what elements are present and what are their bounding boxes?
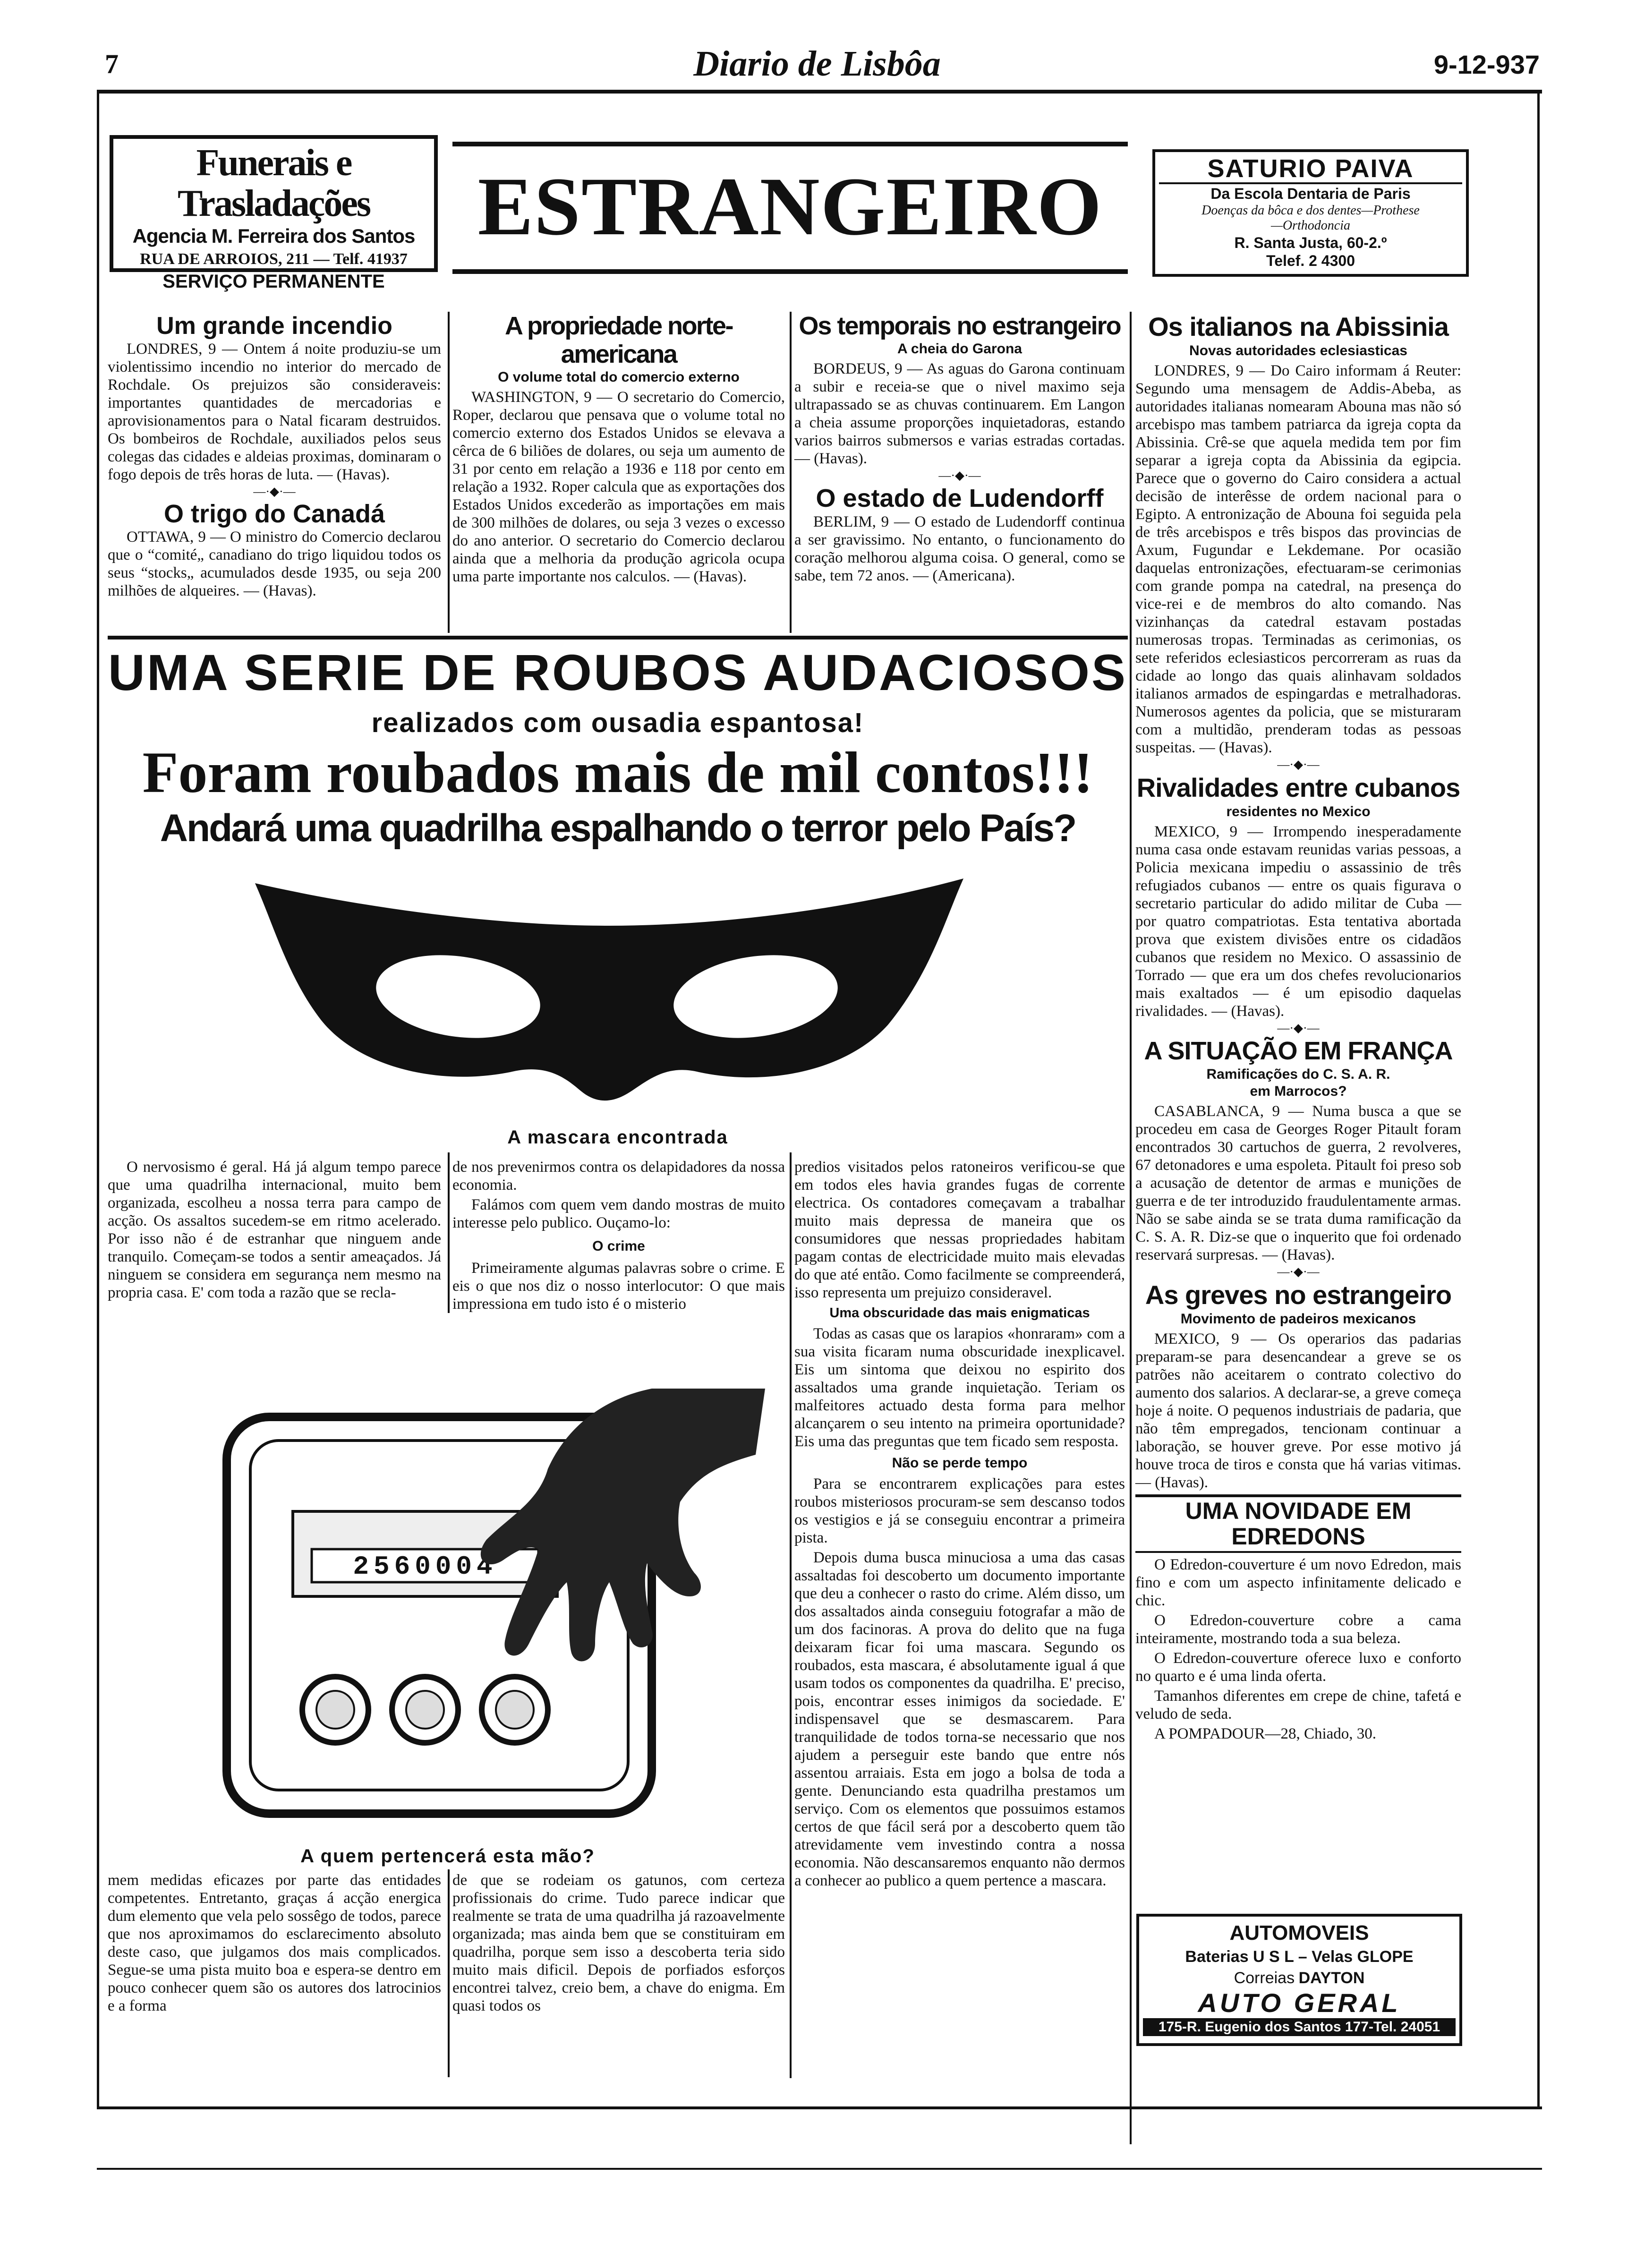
ad-edredons-text: O Edredon-couverture é um novo Edredon, mais fino e com um aspecto infinitamente delicado e chic. O Edredon-couverture cobre a cama inteiramente, mostrando toda a sua beleza. O Edredon-couverture oferece luxo e conforto no quarto e é uma linda oferta. Tamanhos diferentes em crepe de chine, tafetá e veludo de seda. A POMPADOUR—28, Chiado, 30. xyxy=(1135,1556,1461,1742)
feature-text: O nervosismo é geral. Há já algum tempo parece que uma quadrilha internacional, muito bem organizada, escolheu a nossa terra para campo de acção. Os assaltos sucedem-se em ritmo acelerado. Por isso não é de estranhar que ninguem ande tranquilo. Começam-se todos a sentir ameaçados. Já ninguem se considera em segurança nem mesmo na propria casa. E' com toda a razão que se recla- xyxy=(108,1159,441,1301)
meter-knob xyxy=(406,1691,444,1729)
article-body: BORDEUS, 9 — As aguas do Garona continuam a subir e receia-se que o nivel maximo seja ultrapassado se as chuvas continuarem. Em Langon a cheia assume proporções inquietadoras, estando varios bairros submersos e varias estradas cortadas. — (Havas). xyxy=(794,360,1125,467)
section-title-frame xyxy=(452,142,1128,274)
bottom-rule xyxy=(97,2106,1542,2109)
article-title: O estado de Ludendorff xyxy=(816,484,1104,512)
article-subtitle: Movimento de padeiros mexicanos xyxy=(1180,1311,1416,1327)
article-body: BERLIM, 9 — O estado de Ludendorff continua a ser gravissimo. No entanto, o funcionamento do coração melhorou alguma coisa. O general, como se sabe, tem 72 anos. — (Americana). xyxy=(794,513,1125,584)
article-subtitle: Ramificações do C. S. A. R. xyxy=(1206,1066,1390,1082)
feature-text: de nos prevenirmos contra os delapidadores da nossa economia. Falámos com quem vem dando mostras de muito interesse pelo publico. Ouçamo-lo: xyxy=(452,1159,785,1231)
article-body: LONDRES, 9 — Do Cairo informam á Reuter: Segundo uma mensagem de Addis-Abeba, as autoridades italianas nomearam Abouna mas não só arcebispo mas tambem patriarca da igreja copta da Abissinia. Crê-se que aquela medida tem por fim separar a igreja copta da Abissinia da egipcia. Parece que o governo do Cairo considera a actual decisão de interêsse de ordem nacional para o Egipto. A entronização de Abouna foi seguida pela de três arcebispos e três bispos das provincias de Axum, Fugundar e Lekdemane. Por ocasião daquelas entronizações, efectuaram-se cerimonias com grande pompa na catedral, na presença do vice-rei e de membros do alto comando. Nas vizinhanças da catedral estavam postadas numerosas tropas. Terminadas as cerimonias, os sete referidos eclesiasticos percorreram as ruas da cidade ao longo das quais alinhavam soldados italianos armados de espingardas e metralhadoras. Numerosos agentes da policia, que se misturaram com a multidão, prenderam todas as pessoas suspeitas. — (Havas). xyxy=(1135,362,1461,756)
meter-knob xyxy=(496,1691,534,1729)
article-title: O trigo do Canadá xyxy=(163,500,385,528)
ad-funerais xyxy=(110,135,438,292)
article-body: WASHINGTON, 9 — O secretario do Comercio, Roper, declarou que pensava que o volume total no comercio externo dos Estados Unidos se elevava a cêrca de 6 biliões de dolares, ou seja um aumento de 31 por cento em relação a 1936 e 118 por cento em relação a 1932. Roper calcula que as exportações dos Estados Unidos excederão as importações em mais de 300 milhões de dolares, ou seja 3 vezes o excesso do ano anterior. O secretario do Comercio declarou ainda que a melhoria da produção agricola ocupa uma parte importante nos calculos. — (Havas). xyxy=(452,389,785,585)
mask-illustration xyxy=(236,864,982,1110)
ad-saturio-line3: —Orthodoncia xyxy=(1271,218,1350,233)
ad-funerais-agency: Agencia M. Ferreira dos Santos xyxy=(132,225,415,247)
section-title: ESTRANGEIRO xyxy=(477,161,1103,253)
meter-illustration xyxy=(179,1360,784,1851)
meter-digits: 2560004 xyxy=(353,1552,497,1582)
ad-saturio-line4: R. Santa Justa, 60-2.º xyxy=(1234,234,1387,251)
ad-automoveis-line2: Baterias U S L – Velas GLOPE xyxy=(1185,1948,1414,1966)
article-body: CASABLANCA, 9 — Numa busca a que se procedeu em casa de Georges Roger Pitault foram encontrados 30 cartuchos de guerra, 2 revolveres, 67 detonadores e uma espoleta. Pitault foi preso sob a acusação de detentor de armas e munições de guerra e de ter introduzido fraudulentamente armas. Não se sabe ainda se se trata duma ramificação da C. S. A. R. Diz-se que o inquerito que foi ordenado reservará surpresas. — (Havas). xyxy=(1135,1103,1461,1263)
masthead-rule xyxy=(97,90,1542,94)
feature-col3 xyxy=(794,1158,1125,1892)
feature-headline: UMA SERIE DE ROUBOS AUDACIOSOS xyxy=(108,644,1128,701)
ad-saturio-name: SATURIO PAIVA xyxy=(1159,155,1462,184)
mask-shape xyxy=(255,878,963,1100)
article-title: A propriedade norte-americana xyxy=(504,312,733,368)
article-body: MEXICO, 9 — Irrompendo inesperadamente numa casa onde estavam reunidas varias pessoas, a Policia mexicana impediu o assassinio de três refugiados cubanos — entre os quais figurava o secretario particular do adido militar de Cuba — por quatro compatriotas. Esta tentativa abortada prova que existem divisões entre os cidadãos cubanos que residem no Mexico. O assassinio de Torrado — que era um dos chefes revolucionarios mais exaltados — é um episodio daquelas rivalidades. — (Havas). xyxy=(1135,823,1461,1020)
feature-kicker: realizados com ousadia espantosa! xyxy=(371,708,864,738)
article-subtitle: A cheia do Garona xyxy=(897,341,1022,357)
article-subtitle: Novas autoridades eclesiasticas xyxy=(1189,343,1407,358)
feature-text: Para se encontrarem explicações para estes roubos misteriosos procuram-se sem descanso todos os vestigios e já se conseguiu encontrar a primeira pista. Depois duma busca minuciosa a uma das casas assaltadas foi descoberto um documento importante que deu a conhecer o rasto do crime. Além disso, um dos assaltados ainda conseguiu fotografar a mão de um dos facinoras. A prova do delito que na fuga deixaram ficar foi uma mascara. Segundo os roubados, esta mascara, é absolutamente igual á que usam todos os componentes da quadrilha. E' preciso, pois, encontrar esses inimigos da sociedade. E' indispensavel que se desmascarem. Para tranquilidade de todos torna-se necessario que nos ajudem a perseguir este bando que entre nós assentou arraiais. Esta em jogo a bolsa de toda a gente. Denunciando esta quadrilha prestamos um serviço. Com os elementos que possuimos estamos certos de que fácil será por a descoberto quem tão atrevidamente vem investindo contra a nossa economia. Não descansaremos enquanto não dermos a conhecer ao publico a quem pertence a mascara. xyxy=(794,1475,1125,1889)
issue-date: 9-12-937 xyxy=(1433,50,1540,79)
feature-text: mem medidas eficazes por parte das entidades competentes. Entretanto, graças á acção energica dum elemento que vela pelo sossêgo de todos, parece que nos aproximamos do esclarecimento absoluto deste caso, que julgamos dos mais complicados. Segue-se uma pista muito boa e espera-se dentro em pouco conhecer quem são os autores dos latrocinios e a forma xyxy=(108,1872,441,2014)
article-subtitle: residentes no Mexico xyxy=(1226,804,1371,819)
tempo-heading: Não se perde tempo xyxy=(892,1455,1028,1471)
feature-text: Todas as casas que os larapios «honraram» com a sua visita ficaram numa obscuridade inexplicavel. Eis um sintoma que deixou no espirito dos assaltados uma grande inquietação. Teriam os malfeitores actuado desta forma para melhor alcançarem o seu intento na primeira oportunidade? Eis uma das preguntas que tem ficado sem resposta. xyxy=(794,1325,1125,1450)
ad-saturio-line5: Telef. 2 4300 xyxy=(1266,252,1355,269)
meter-knob xyxy=(316,1691,354,1729)
feature-text: de que se rodeiam os gatunos, com certeza profissionais do crime. Tudo parece indicar que realmente se trata de uma quadrilha já razoavelmente organizada; mas ainda bem que se constituiram em quadrilha, porque sem isso a descoberta teria sido muito mais dificil. Depois de porfiados esforços encontrei talvez, creio bem, a chave do enigma. Em quasi todos os xyxy=(452,1872,785,2014)
enigma-heading: Uma obscuridade das mais enigmaticas xyxy=(829,1305,1090,1321)
article-body: OTTAWA, 9 — O ministro do Comercio declarou que o “comité„ canadiano do trigo liquidou todos os seus “stocks„ acumulados desde 1935, ou seja 200 milhões de alqueires. — (Havas). xyxy=(108,529,441,599)
col-rule xyxy=(790,312,792,633)
article-propriedade xyxy=(452,312,785,586)
ad-funerais-service: SERVIÇO PERMANENTE xyxy=(162,271,385,292)
ad-saturio xyxy=(1152,149,1469,277)
ad-automoveis xyxy=(1136,1914,1462,2046)
article-subtitle: O volume total do comercio externo xyxy=(498,369,740,385)
article-title: Rivalidades entre cubanos xyxy=(1136,773,1460,802)
col-rule xyxy=(448,312,450,633)
ad-saturio-line1: Da Escola Dentaria de Paris xyxy=(1210,185,1411,202)
feature-col1-bottom xyxy=(108,1871,441,2015)
page-number: 7 xyxy=(105,49,119,79)
ad-edredons-title: EDREDONS xyxy=(1135,1524,1461,1553)
ad-automoveis-address: 175-R. Eugenio dos Santos 177-Tel. 24051 xyxy=(1143,2018,1456,2036)
article-title: As greves no estrangeiro xyxy=(1145,1280,1452,1310)
col-rule xyxy=(448,1869,450,2077)
hand-caption: A quem pertencerá esta mão? xyxy=(300,1846,595,1867)
col-rule xyxy=(448,1152,450,1313)
ad-automoveis-line3: Correias DAYTON xyxy=(1234,1969,1365,1987)
frame-edge xyxy=(97,94,99,2106)
ad-saturio-line2: Doenças da bôca e dos dentes—Prothese xyxy=(1201,203,1420,218)
ad-edredons-title: UMA NOVIDADE EM xyxy=(1185,1498,1412,1524)
ad-edredons xyxy=(1135,1494,1461,1743)
bottom-rule xyxy=(97,2168,1542,2170)
col-rule xyxy=(1130,312,1132,2144)
article-subtitle: em Marrocos? xyxy=(1250,1083,1347,1099)
feature-col1-top xyxy=(108,1158,441,1302)
separator: —·◆·— xyxy=(938,469,981,482)
separator: —·◆·— xyxy=(1277,758,1320,771)
separator: —·◆·— xyxy=(1277,1265,1320,1279)
article-temporais xyxy=(794,312,1125,585)
article-body: MEXICO, 9 — Os operarios das padarias preparam-se para desencandear a greve se os patrões não aceitarem o contrato colectivo do aumento dos salarios. A declarar-se, a greve começa hoje á noite. O pequenos industriais de padaria, que não têm empregados, tencionam continuar a laboração, se houver greve. Por esse motivo já houve troca de tiros e consta que há varias vitimas. — (Havas). xyxy=(1135,1330,1461,1491)
article-title: Os temporais no estrangeiro xyxy=(799,312,1121,340)
mask-caption: A mascara encontrada xyxy=(507,1127,728,1148)
ad-automoveis-line1: AUTOMOVEIS xyxy=(1229,1921,1369,1944)
ad-funerais-address: RUA DE ARROIOS, 211 — Telf. 41937 xyxy=(140,250,408,268)
article-title: Um grande incendio xyxy=(156,312,392,340)
article-body: LONDRES, 9 — Ontem á noite produziu-se um violentissimo incendio no interior do mercado de Rochdale. Os prejuizos são consideraveis: importantes quantidades de mercadorias e aprovisionamentos para o Natal ficaram destruidos. Os bombeiros de Rochdale, auxiliados pelos seus colegas das cidades e aldeias proximas, dominaram o fogo depois de três horas de luta. — (Havas). xyxy=(108,341,441,483)
feature-top-rule xyxy=(108,636,1128,639)
feature-text: Primeiramente algumas palavras sobre o crime. E eis o que nos diz o nosso interlocutor: O que mais impressiona em tudo isto é o misterio xyxy=(452,1260,785,1313)
article-incendio xyxy=(108,312,441,600)
crime-heading: O crime xyxy=(592,1238,645,1254)
separator: —·◆·— xyxy=(1277,1021,1320,1035)
right-column xyxy=(1135,312,1461,1745)
ad-funerais-title: Funerais e Trasladações xyxy=(178,142,370,224)
col-rule xyxy=(790,1152,792,2078)
ad-automoveis-brand: AUTO GERAL xyxy=(1198,1988,1401,2018)
article-title: Os italianos na Abissinia xyxy=(1148,312,1449,341)
article-title: A SITUAÇÃO EM FRANÇA xyxy=(1144,1037,1453,1065)
feature-question: Andará uma quadrilha espalhando o terror pelo País? xyxy=(160,807,1076,850)
feature-text: predios visitados pelos ratoneiros verificou-se que em todos eles havia grandes fugas de corrente electrica. Os contadores começavam a trabalhar muito mais depressa de maneira que os consumidores que nessas propriedades habitam pagam contas de electricidade muito mais elevadas do que até então. Como facilmente se compreenderá, isso representa um prejuizo consideravel. xyxy=(794,1159,1125,1301)
feature-col2-bottom xyxy=(452,1871,785,2015)
feature-col2-top xyxy=(452,1158,785,1313)
frame-edge xyxy=(1537,94,1540,2106)
newspaper-title: Diario de Lisbôa xyxy=(693,44,941,84)
feature-main-headline: Foram roubados mais de mil contos!!! xyxy=(142,740,1093,805)
separator: —·◆·— xyxy=(253,485,296,498)
